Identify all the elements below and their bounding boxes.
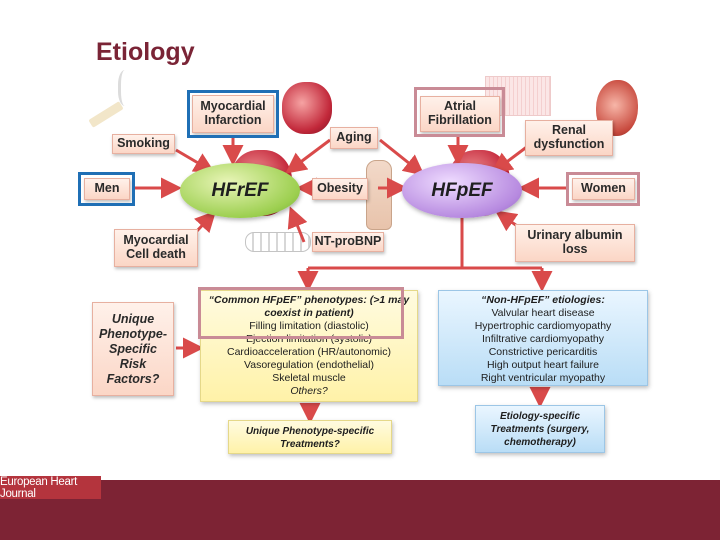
unique-risk-line: Phenotype- <box>98 326 168 341</box>
phenotype-item: Ejection limitation (systolic) <box>245 333 373 345</box>
treatment-right-line: Treatments (surgery, <box>490 424 590 435</box>
unique-risk-line: Specific <box>109 341 157 356</box>
unique-risk-factors-box <box>92 302 174 396</box>
men-box: Men <box>84 178 130 200</box>
nt-probnp-box: NT-proBNP <box>312 232 384 252</box>
slide-title: Etiology <box>96 38 195 66</box>
phenotype-specific-treatments-box <box>228 420 392 454</box>
renal-dysfunction-box: Renal dysfunction <box>525 120 613 156</box>
footer-bar <box>0 480 720 540</box>
unique-risk-line: Unique <box>111 311 155 326</box>
phenotype-item: Vasoregulation (endothelial) <box>244 359 374 371</box>
non-hfpef-etiologies-panel <box>438 290 648 386</box>
treatment-left-line: Treatments? <box>280 439 340 450</box>
hfpef-ellipse: HFpEF <box>402 163 522 218</box>
etiology-item: High output heart failure <box>486 359 600 371</box>
atrial-fibrillation-box: Atrial Fibrillation <box>420 96 500 132</box>
unique-risk-line: Factors? <box>106 371 160 386</box>
hfref-ellipse: HFrEF <box>180 163 300 218</box>
etiology-item: Infiltrative cardiomyopathy <box>482 333 604 345</box>
phenotype-item: Others? <box>290 385 328 397</box>
non-hfpef-heading: “Non-HFpEF” etiologies: <box>481 294 605 306</box>
etiology-specific-treatments-box <box>475 405 605 453</box>
myocardial-cell-death-box: Myocardial Cell death <box>114 229 198 267</box>
highlight-common-phenotypes <box>198 287 404 339</box>
phenotype-item: Filling limitation (diastolic) <box>249 320 369 332</box>
aging-box: Aging <box>330 127 378 149</box>
highlight-women <box>566 172 640 206</box>
highlight-atrial-fibrillation <box>414 87 505 137</box>
smoking-box: Smoking <box>112 134 175 154</box>
etiology-item: Constrictive pericarditis <box>488 346 598 358</box>
phenotype-item: Skeletal muscle <box>272 372 346 384</box>
journal-logo: European Heart Journal <box>0 476 101 499</box>
etiology-item: Valvular heart disease <box>491 307 595 319</box>
myocardial-infarction-box: Myocardial Infarction <box>192 95 274 133</box>
urinary-albumin-loss-box: Urinary albumin loss <box>515 224 635 262</box>
obesity-box: Obesity <box>312 178 368 200</box>
treatment-right-line: chemotherapy) <box>504 437 576 448</box>
treatment-right-line: Etiology-specific <box>499 411 580 422</box>
etiology-item: Right ventricular myopathy <box>480 372 606 384</box>
treatment-left-line: Unique Phenotype-specific <box>245 426 375 437</box>
women-box: Women <box>572 178 635 200</box>
highlight-men <box>78 172 135 206</box>
highlight-myocardial-infarction <box>187 90 279 138</box>
common-phenotypes-heading: “Common HFpEF” phenotypes: (>1 may coexist in patient) <box>208 294 410 319</box>
unique-risk-line: Risk <box>119 356 147 371</box>
etiology-item: Hypertrophic cardiomyopathy <box>474 320 612 332</box>
phenotype-item: Cardioacceleration (HR/autonomic) <box>227 346 391 358</box>
